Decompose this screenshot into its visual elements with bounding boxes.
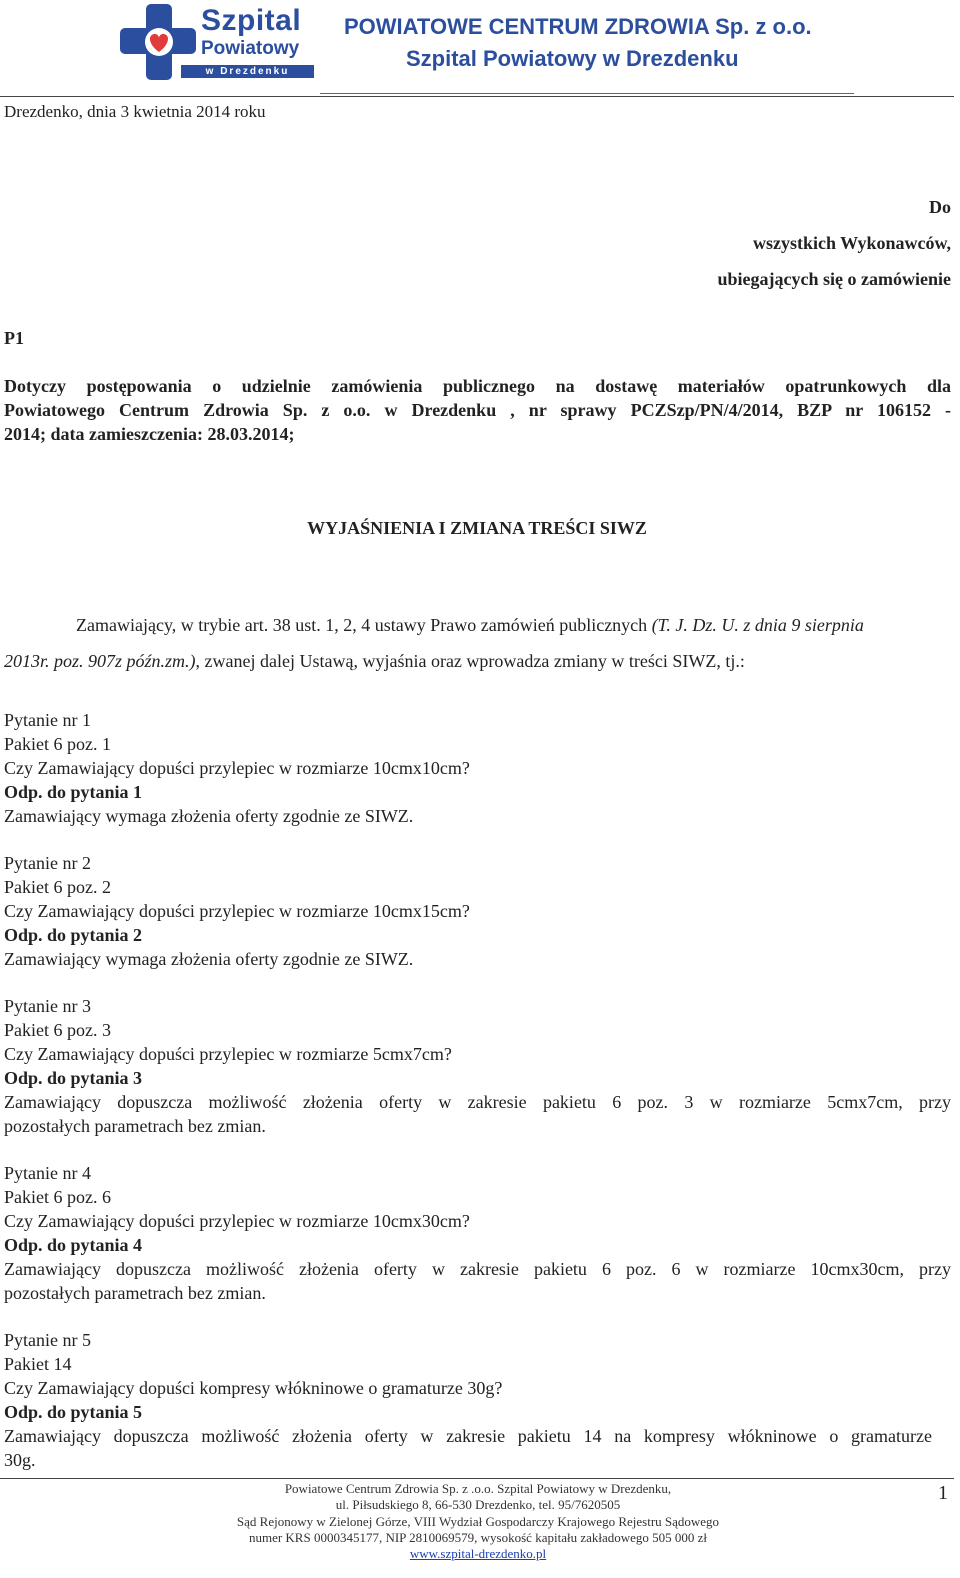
intro-line-2-citation: 2013r. poz. 907z późn.zm.): [4, 651, 196, 671]
intro-line-1: [76, 613, 864, 637]
letterhead: [0, 0, 960, 100]
answer-2-text: Zamawiający wymaga złożenia oferty zgodnie ze SIWZ.: [4, 949, 414, 969]
footer-line-1: Powiatowe Centrum Zdrowia Sp. z .o.o. Szpital Powiatowy w Drezdenku,: [284, 1481, 672, 1496]
footer-line-4: numer KRS 0000345177, NIP 2810069579, wysokość kapitału zakładowego 505 000 zł: [248, 1529, 708, 1545]
answer-5-heading: Odp. do pytania 5: [4, 1402, 143, 1422]
question-5-text: Czy Zamawiający dopuści kompresy włókninowe o gramaturze 30g?: [4, 1378, 503, 1398]
organization-subtitle: Szpital Powiatowy w Drezdenku: [406, 46, 739, 71]
page-number: 1: [938, 1482, 948, 1504]
logo-word-szpital: Szpital: [201, 4, 302, 37]
question-3-package: Pakiet 6 poz. 3: [4, 1020, 111, 1040]
question-2-text: Czy Zamawiający dopuści przylepiec w rozmiarze 10cmx15cm?: [4, 901, 470, 921]
answer-4-text-line-2: pozostałych parametrach bez zmian.: [4, 1283, 266, 1303]
answer-1-heading: Odp. do pytania 1: [4, 782, 143, 802]
organization-name: POWIATOWE CENTRUM ZDROWIA Sp. z o.o.: [344, 14, 812, 39]
intro-line-1-citation: (T. J. Dz. U. z dnia 9 sierpnia: [651, 615, 864, 635]
logo-word-location: w Drezdenku: [181, 65, 314, 78]
reference-code: P1: [4, 328, 24, 348]
addressee-line-2: wszystkich Wykonawców,: [752, 233, 951, 253]
footer-line-2: ul. Piłsudskiego 8, 66-530 Drezdenko, tel. 95/7620505: [335, 1497, 621, 1513]
question-2-package: Pakiet 6 poz. 2: [4, 877, 111, 897]
header-rule: [0, 96, 954, 97]
answer-1-text: Zamawiający wymaga złożenia oferty zgodnie ze SIWZ.: [4, 806, 414, 826]
addressee-line-3: ubiegających się o zamówienie: [717, 269, 951, 289]
question-1-text: Czy Zamawiający dopuści przylepiec w rozmiarze 10cmx10cm?: [4, 758, 470, 778]
answer-3-heading: Odp. do pytania 3: [4, 1068, 143, 1088]
document-title: WYJAŚNIENIA I ZMIANA TREŚCI SIWZ: [307, 518, 647, 538]
answer-3-text-line-1: Zamawiający dopuszcza możliwość złożenia oferty w zakresie pakietu 6 poz. 3 w rozmiarze 5cmx7cm, przy: [4, 1092, 951, 1112]
answer-3-text-line-2: pozostałych parametrach bez zmian.: [4, 1116, 266, 1136]
question-5-number: Pytanie nr 5: [4, 1330, 91, 1350]
logo-word-powiatowy: Powiatowy: [201, 38, 300, 59]
question-2-number: Pytanie nr 2: [4, 853, 91, 873]
subject-line-1: Dotyczy postępowania o udzielnie zamówienia publicznego na dostawę materiałów opatrunkowych dla: [4, 376, 951, 396]
answer-5-text-line-1: Zamawiający dopuszcza możliwość złożenia oferty w zakresie pakietu 14 na kompresy włókninowe o gramaturze: [4, 1426, 932, 1446]
intro-line-2-plain: , zwanej dalej Ustawą, wyjaśnia oraz wprowadza zmiany w treści SIWZ, tj.:: [195, 651, 745, 671]
answer-5-text-line-2: 30g.: [4, 1450, 36, 1470]
question-3-number: Pytanie nr 3: [4, 996, 91, 1016]
question-4-text: Czy Zamawiający dopuści przylepiec w rozmiarze 10cmx30cm?: [4, 1211, 470, 1231]
subject-line-3: 2014; data zamieszczenia: 28.03.2014;: [4, 424, 295, 444]
answer-4-heading: Odp. do pytania 4: [4, 1235, 143, 1255]
footer-line-3: Sąd Rejonowy w Zielonej Górze, VIII Wydział Gospodarczy Krajowego Rejestru Sądowego: [236, 1513, 720, 1529]
footer-website-link[interactable]: www.szpital-drezdenko.pl: [409, 1546, 547, 1562]
question-3-text: Czy Zamawiający dopuści przylepiec w rozmiarze 5cmx7cm?: [4, 1044, 452, 1064]
addressee-line-1: Do: [929, 197, 951, 217]
date-line: Drezdenko, dnia 3 kwietnia 2014 roku: [4, 102, 266, 121]
intro-line-1-plain: Zamawiający, w trybie art. 38 ust. 1, 2, 4 ustawy Prawo zamówień publicznych: [76, 615, 652, 635]
subject-line-2: Powiatowego Centrum Zdrowia Sp. z o.o. w Drezdenku , nr sprawy PCZSzp/PN/4/2014, BZP nr 106152 -: [4, 400, 951, 420]
answer-2-heading: Odp. do pytania 2: [4, 925, 143, 945]
intro-line-2: [4, 649, 745, 673]
header-rule-top: [320, 93, 854, 94]
question-1-number: Pytanie nr 1: [4, 710, 91, 730]
footer-rule: [0, 1478, 954, 1479]
question-1-package: Pakiet 6 poz. 1: [4, 734, 111, 754]
question-4-number: Pytanie nr 4: [4, 1163, 91, 1183]
question-5-package: Pakiet 14: [4, 1354, 72, 1374]
footer: [200, 1481, 756, 1562]
answer-4-text-line-1: Zamawiający dopuszcza możliwość złożenia oferty w zakresie pakietu 6 poz. 6 w rozmiarze 10cmx30cm, przy: [4, 1259, 951, 1279]
question-4-package: Pakiet 6 poz. 6: [4, 1187, 111, 1207]
